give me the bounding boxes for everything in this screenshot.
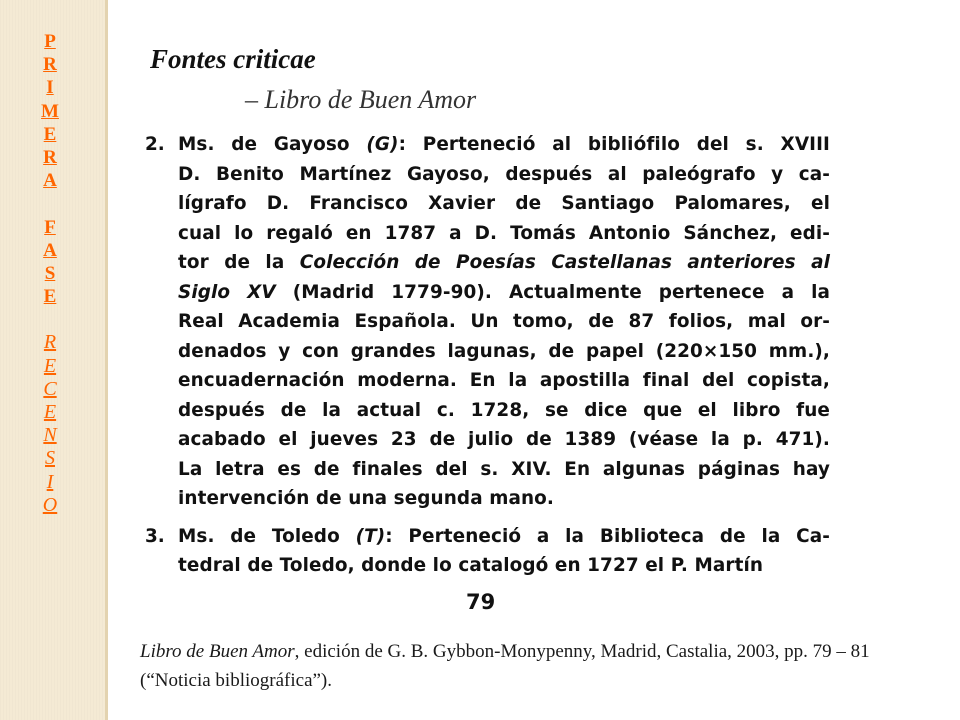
sidebar-letter[interactable]: I bbox=[46, 470, 54, 493]
scan-line bbox=[178, 366, 830, 396]
scan-line bbox=[178, 425, 830, 455]
slide-title: Fontes criticae bbox=[150, 44, 316, 74]
scan-line bbox=[178, 455, 830, 485]
sidebar-letter[interactable]: E bbox=[43, 286, 57, 308]
scan-text: Colección de Poesías Castellanas anteriores al bbox=[299, 252, 830, 273]
scan-line bbox=[178, 522, 830, 552]
sidebar-letter[interactable]: A bbox=[43, 239, 57, 261]
scan-text: encuadernación moderna. En la apostilla final del copista, bbox=[178, 370, 830, 391]
scan-entry bbox=[140, 522, 830, 581]
scan-text: (Madrid 1779-90). Actualmente pertenece a la bbox=[275, 281, 830, 303]
entry-number: 3. bbox=[145, 525, 165, 547]
scan-line bbox=[178, 396, 830, 426]
sidebar-letter[interactable]: E bbox=[43, 401, 57, 423]
scan-line bbox=[178, 130, 830, 160]
sidebar-letter[interactable]: O bbox=[42, 493, 58, 516]
sidebar-letter[interactable]: I bbox=[46, 77, 54, 99]
scan-line bbox=[178, 219, 830, 249]
sidebar-letter[interactable]: R bbox=[43, 54, 57, 76]
scan-page-number: 79 bbox=[466, 590, 496, 614]
scan-text: Ms. de Toledo bbox=[178, 525, 356, 547]
sidebar-letter[interactable] bbox=[48, 192, 53, 215]
scan-text: Siglo XV bbox=[178, 281, 276, 303]
sidebar-letter[interactable]: C bbox=[43, 377, 57, 400]
sidebar-letter[interactable]: S bbox=[45, 447, 55, 470]
citation-details: , edición de G. B. Gybbon-Monypenny, Madrid, Castalia, 2003, pp. 79 – 81 (“Noticia bibliográfica”). bbox=[140, 641, 870, 691]
scan-text: : Perteneció a la Biblioteca de la Ca- bbox=[385, 525, 830, 547]
sidebar-panel bbox=[0, 0, 105, 720]
sidebar-divider bbox=[105, 0, 108, 720]
sidebar-letter[interactable]: M bbox=[41, 100, 59, 122]
scan-line bbox=[178, 189, 830, 219]
scan-text: cual lo regaló en 1787 a D. Tomás Antonio Sánchez, edi- bbox=[178, 222, 830, 244]
scan-text: : Perteneció al bibliófilo del s. XVIII bbox=[398, 134, 830, 155]
scan-line bbox=[178, 484, 830, 514]
scan-text: lígrafo D. Francisco Xavier de Santiago Palomares, el bbox=[178, 193, 830, 214]
scan-entry bbox=[140, 130, 830, 514]
scan-line bbox=[178, 307, 830, 337]
scan-line bbox=[178, 278, 830, 308]
scan-text: denados y con grandes lagunas, de papel (220×150 mm.), bbox=[178, 340, 830, 362]
scan-text: acabado el jueves 23 de julio de 1389 (véase la p. 471). bbox=[178, 429, 830, 450]
scan-line bbox=[178, 160, 830, 190]
citation-title: Libro de Buen Amor bbox=[140, 641, 295, 662]
scanned-page-excerpt bbox=[140, 130, 830, 580]
sidebar-letter[interactable]: A bbox=[43, 170, 57, 192]
scan-text: Ms. de Gayoso bbox=[178, 134, 367, 155]
scan-line bbox=[178, 337, 830, 367]
sidebar-letter[interactable]: S bbox=[44, 262, 56, 284]
scan-text: D. Benito Martínez Gayoso, después al paleógrafo y ca- bbox=[178, 163, 830, 185]
sidebar-letter[interactable]: R bbox=[43, 146, 57, 168]
sidebar-letter[interactable]: F bbox=[44, 216, 56, 238]
vertical-title-link[interactable] bbox=[0, 30, 100, 517]
entry-number: 2. bbox=[145, 134, 165, 155]
sidebar-letter[interactable]: R bbox=[43, 331, 57, 354]
sidebar-letter[interactable] bbox=[48, 308, 53, 331]
scan-text: (T) bbox=[355, 525, 386, 547]
scan-line bbox=[178, 551, 830, 581]
subtitle-dash: – bbox=[245, 85, 265, 114]
scan-text: intervención de una segunda mano. bbox=[178, 488, 554, 509]
sidebar-letter[interactable]: E bbox=[43, 123, 57, 145]
sidebar-letter[interactable]: N bbox=[43, 424, 57, 447]
scan-text: después de la actual c. 1728, se dice que el libro fue bbox=[178, 399, 830, 421]
scan-text: tor de la bbox=[178, 252, 300, 273]
scan-text: La letra es de finales del s. XIV. En algunas páginas hay bbox=[178, 458, 830, 480]
scan-text: Real Academia Española. Un tomo, de 87 folios, mal or- bbox=[178, 311, 830, 332]
scan-line bbox=[178, 248, 830, 278]
subtitle-text: Libro de Buen Amor bbox=[264, 85, 477, 114]
scan-text: tedral de Toledo, donde lo catalogó en 1727 el P. Martín bbox=[178, 555, 764, 576]
citation bbox=[140, 637, 900, 695]
slide-subtitle bbox=[245, 85, 476, 115]
scan-text: (G) bbox=[366, 134, 399, 155]
sidebar-letter[interactable]: E bbox=[43, 354, 57, 377]
sidebar-letter[interactable]: P bbox=[44, 31, 56, 52]
